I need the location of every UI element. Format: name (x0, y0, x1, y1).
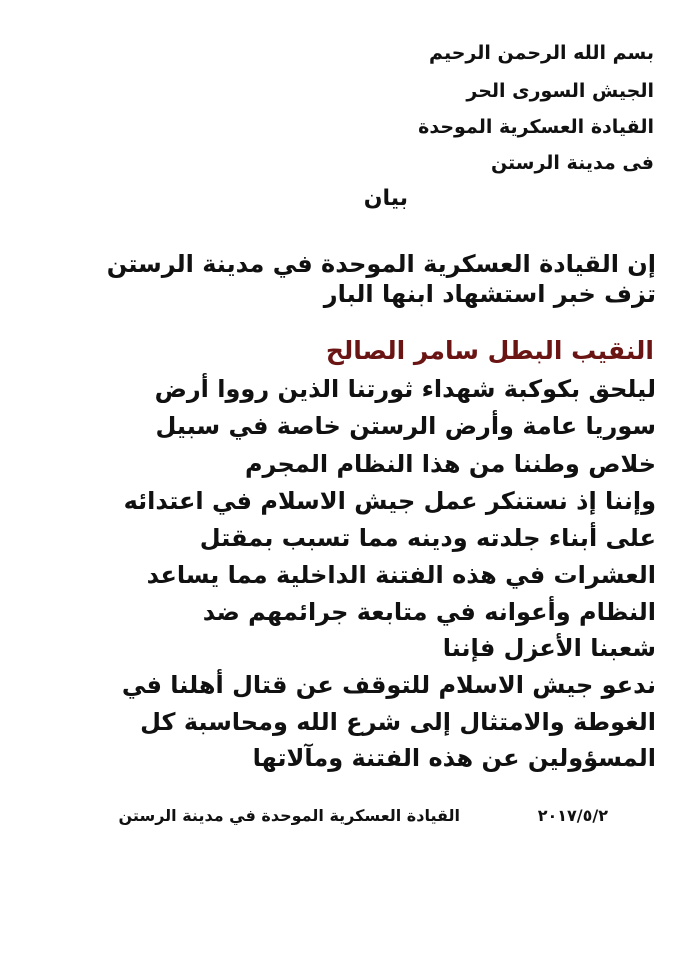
command-name: القيادة العسكرية الموحدة (418, 116, 654, 138)
body-line: وإننا إذ نستنكر عمل جيش الاسلام في اعتدائه (123, 487, 656, 515)
body-line: النظام وأعوانه في متابعة جرائمهم ضد (202, 598, 656, 626)
city-name: فى مدينة الرستن (490, 152, 654, 174)
body-line: على أبناء جلدته ودينه مما تسبب بمقتل (199, 524, 656, 552)
intro-line: تزف خبر استشهاد ابنها البار (323, 280, 656, 308)
body-line: ليلحق بكوكبة شهداء ثورتنا الذين رووا أرض (154, 375, 656, 403)
statement-title: بيان (363, 186, 408, 211)
body-line: خلاص وطننا من هذا النظام المجرم (244, 450, 656, 478)
basmala: بسم الله الرحمن الرحيم (429, 42, 654, 64)
statement-date: ٢٠١٧/٥/٢ (537, 806, 608, 825)
signature: القيادة العسكرية الموحدة في مدينة الرستن (118, 806, 460, 825)
body-line: الغوطة والامتثال إلى شرع الله ومحاسبة كل (140, 708, 656, 736)
martyr-name: النقيب البطل سامر الصالح (325, 336, 654, 365)
intro-line: إن القيادة العسكرية الموحدة في مدينة الرستن (106, 250, 656, 278)
body-line: ندعو جيش الاسلام للتوقف عن قتال أهلنا في (121, 671, 656, 699)
body-line: سوريا عامة وأرض الرستن خاصة في سبيل (155, 412, 656, 440)
body-line: شعبنا الأعزل فإننا (442, 634, 656, 662)
body-line: المسؤولين عن هذه الفتنة ومآلاتها (252, 744, 656, 772)
body-line: العشرات في هذه الفتنة الداخلية مما يساعد (146, 561, 656, 589)
army-name: الجيش السورى الحر (466, 80, 654, 102)
